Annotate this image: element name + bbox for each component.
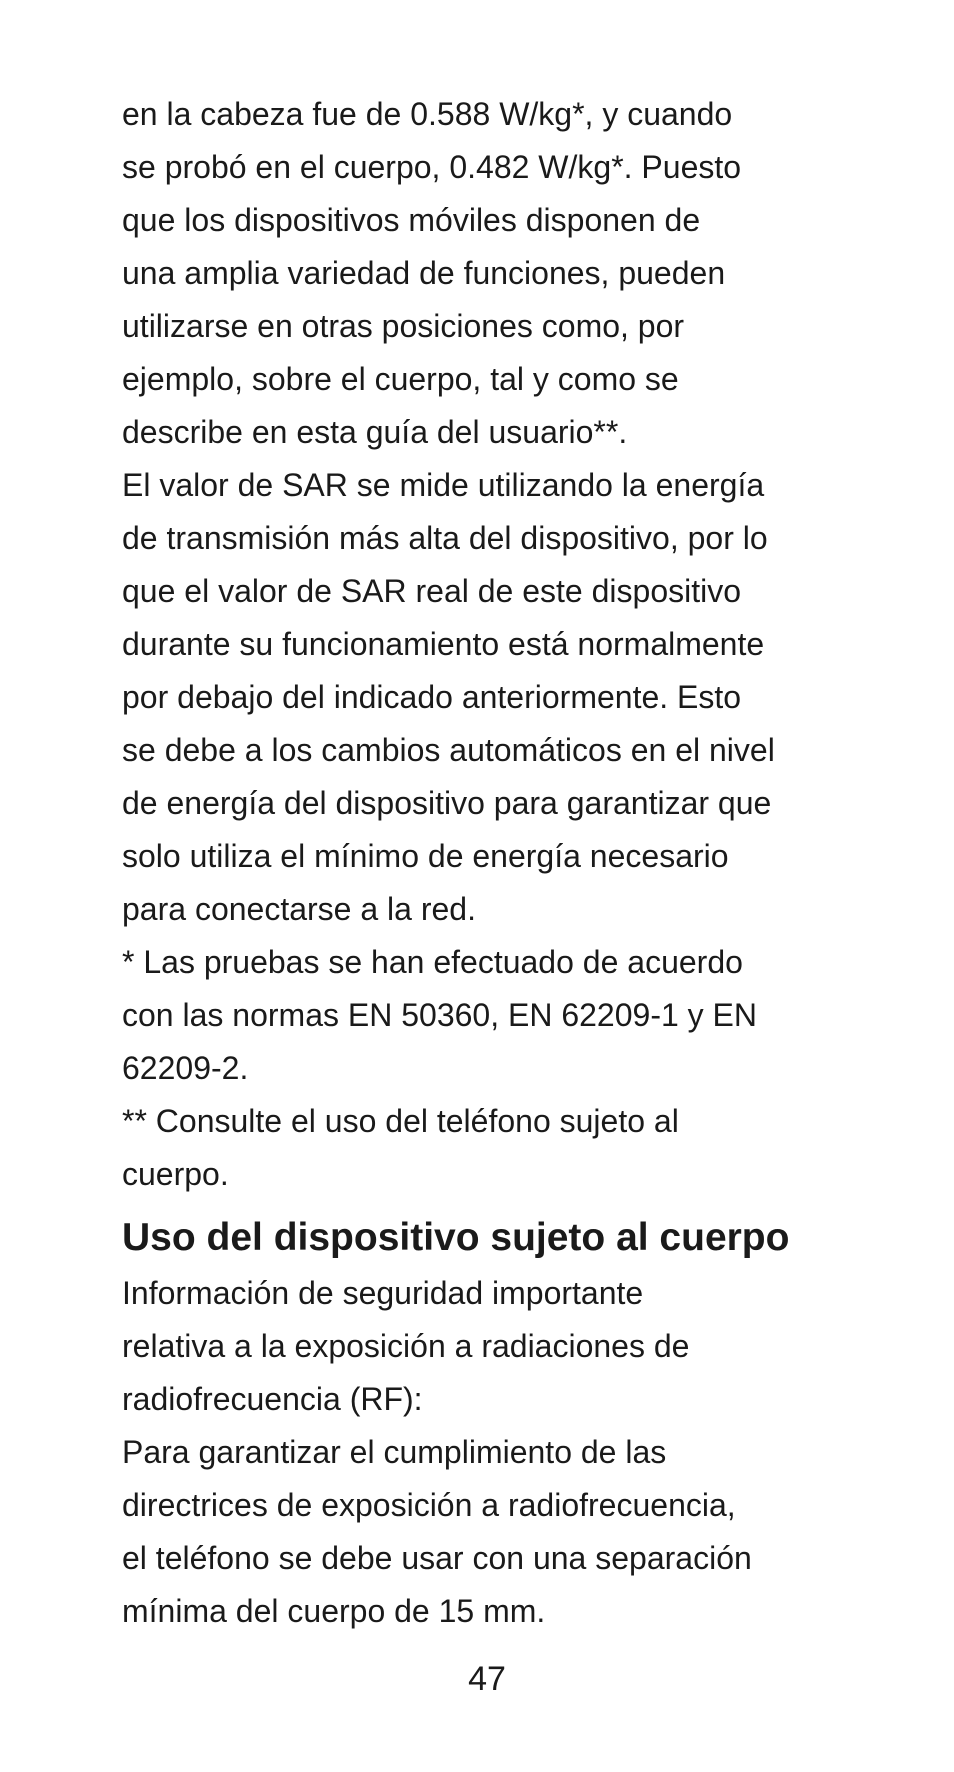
text-line: por debajo del indicado anteriormente. Esto bbox=[122, 679, 742, 715]
text-line: el teléfono se debe usar con una separación bbox=[122, 1540, 752, 1576]
text-line: Para garantizar el cumplimiento de las bbox=[122, 1434, 667, 1470]
document-page bbox=[122, 88, 862, 1638]
paragraph bbox=[122, 1095, 862, 1201]
text-line: relativa a la exposición a radiaciones de bbox=[122, 1328, 690, 1364]
paragraph bbox=[122, 88, 862, 459]
text-line: para conectarse a la red. bbox=[122, 891, 476, 927]
text-line: 62209-2. bbox=[122, 1050, 249, 1086]
text-line: que los dispositivos móviles disponen de bbox=[122, 202, 701, 238]
body-text-bottom bbox=[122, 1267, 862, 1638]
text-line: describe en esta guía del usuario**. bbox=[122, 414, 628, 450]
text-line: solo utiliza el mínimo de energía necesario bbox=[122, 838, 729, 874]
text-line: * Las pruebas se han efectuado de acuerdo bbox=[122, 944, 743, 980]
text-line: El valor de SAR se mide utilizando la energía bbox=[122, 467, 765, 503]
text-line: se debe a los cambios automáticos en el nivel bbox=[122, 732, 775, 768]
body-text-top bbox=[122, 88, 862, 1201]
text-line: en la cabeza fue de 0.588 W/kg*, y cuando bbox=[122, 96, 733, 132]
text-line: mínima del cuerpo de 15 mm. bbox=[122, 1593, 546, 1629]
paragraph bbox=[122, 1267, 862, 1426]
section-heading: Uso del dispositivo sujeto al cuerpo bbox=[122, 1216, 790, 1259]
text-line: con las normas EN 50360, EN 62209-1 y EN bbox=[122, 997, 757, 1033]
text-line: una amplia variedad de funciones, pueden bbox=[122, 255, 726, 291]
paragraph bbox=[122, 1426, 862, 1638]
text-line: de energía del dispositivo para garantizar que bbox=[122, 785, 772, 821]
text-line: que el valor de SAR real de este dispositivo bbox=[122, 573, 742, 609]
text-line: cuerpo. bbox=[122, 1156, 229, 1192]
text-line: utilizarse en otras posiciones como, por bbox=[122, 308, 685, 344]
text-line: de transmisión más alta del dispositivo, por lo bbox=[122, 520, 768, 556]
text-line: Información de seguridad importante bbox=[122, 1275, 644, 1311]
page-number: 47 bbox=[468, 1660, 506, 1698]
text-line: ** Consulte el uso del teléfono sujeto al bbox=[122, 1103, 679, 1139]
text-line: durante su funcionamiento está normalmente bbox=[122, 626, 765, 662]
paragraph bbox=[122, 459, 862, 936]
text-line: ejemplo, sobre el cuerpo, tal y como se bbox=[122, 361, 679, 397]
text-line: radiofrecuencia (RF): bbox=[122, 1381, 423, 1417]
text-line: directrices de exposición a radiofrecuencia, bbox=[122, 1487, 736, 1523]
text-line: se probó en el cuerpo, 0.482 W/kg*. Puesto bbox=[122, 149, 742, 185]
paragraph bbox=[122, 936, 862, 1095]
